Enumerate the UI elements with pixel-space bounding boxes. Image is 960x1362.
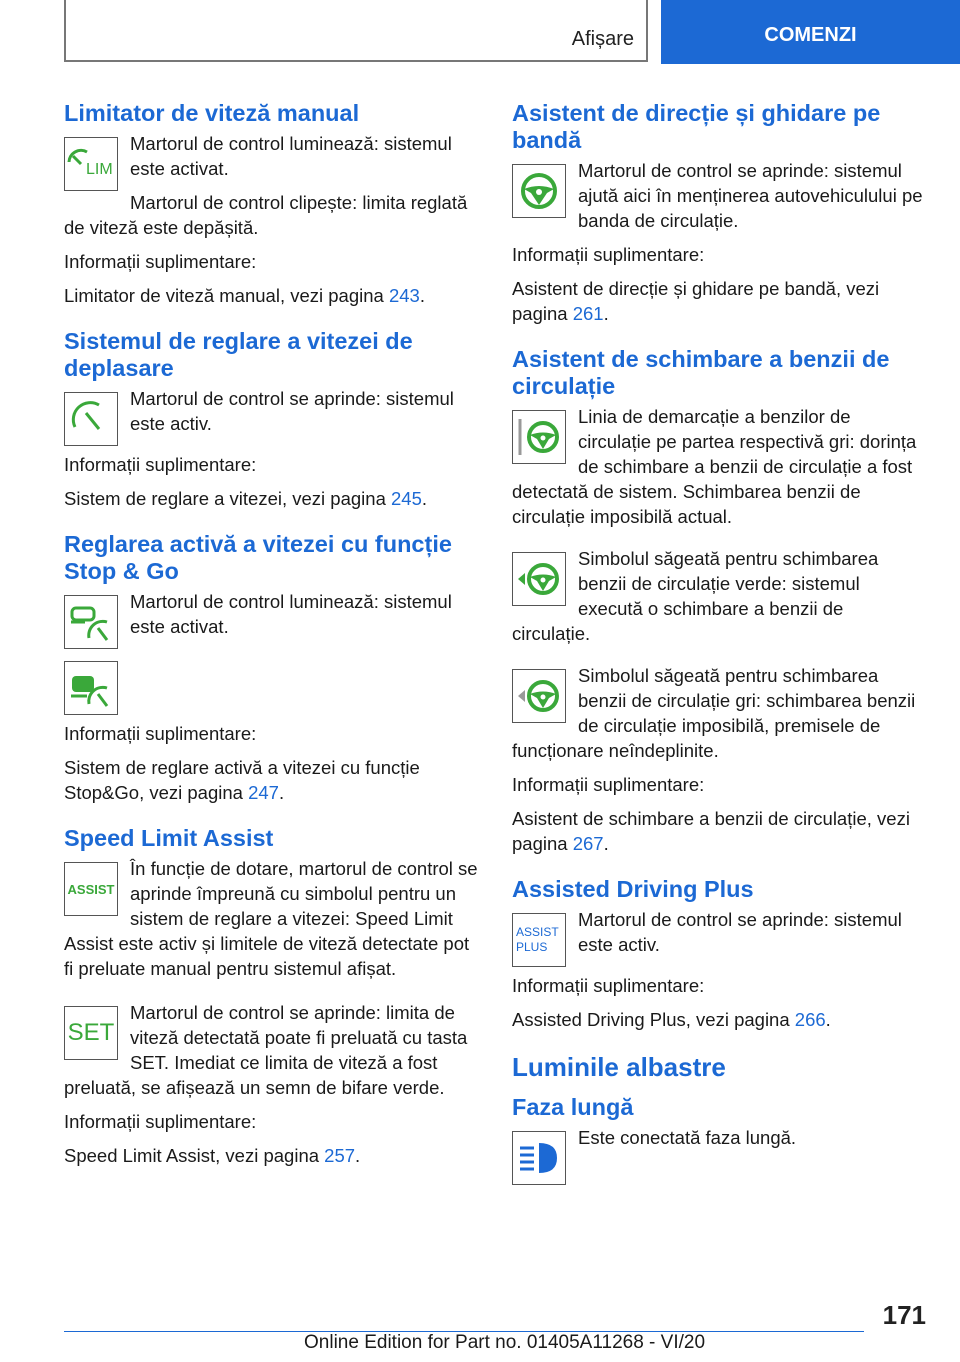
section-title: Asistent de schimbare a benzii de circulație xyxy=(512,346,890,399)
reference: Assisted Driving Plus, vezi pagina 266. xyxy=(512,1009,831,1030)
reference: Asistent de schimbare a benzii de circulație, vezi pagina 267. xyxy=(512,808,910,854)
info-label: Informații suplimentare: xyxy=(64,723,257,744)
speed-limiter-indicator-icon xyxy=(64,137,118,191)
acc-outline-indicator-icon xyxy=(64,595,118,649)
high-beam-indicator-icon xyxy=(512,1131,566,1185)
right-column xyxy=(512,100,926,1211)
page-link[interactable]: 266 xyxy=(794,1009,826,1030)
left-column xyxy=(64,100,478,1188)
assist-label: ASSIST xyxy=(67,881,115,897)
paragraph: Martorul de control luminează: sistemul este activat. xyxy=(130,591,452,637)
page-link[interactable]: 245 xyxy=(391,488,422,509)
section-acc-stop-go xyxy=(64,531,478,805)
paragraph: Martorul de control se aprinde: limita de viteză detectată poate fi preluată cu tasta SET. Imediat ce limita de viteză a fost preluată, se afișează un semn de bifare verde. xyxy=(64,1002,468,1098)
paragraph: Martorul de control se aprinde: sistemul este activ. xyxy=(130,388,454,434)
paragraph: Este conectată faza lungă. xyxy=(578,1127,797,1148)
page-number: 171 xyxy=(882,1300,926,1330)
header-chapter-tab: COMENZI xyxy=(661,0,960,64)
header-frame xyxy=(64,0,648,62)
section-title: Sistemul de reglare a vitezei de deplasare xyxy=(64,328,413,381)
page-link[interactable]: 247 xyxy=(248,782,279,803)
section-speed-limiter xyxy=(64,100,478,308)
section-title: Asistent de direcție și ghidare pe bandă xyxy=(512,100,881,153)
lane-change-green-arrow-icon xyxy=(512,552,566,606)
section-title: Reglarea activă a vitezei cu funcție Stop & Go xyxy=(64,531,452,584)
info-label: Informații suplimentare: xyxy=(64,251,257,272)
page-link[interactable]: 257 xyxy=(324,1145,356,1166)
section-assisted-driving-plus xyxy=(512,876,926,1032)
info-label: Informații suplimentare: xyxy=(64,454,257,475)
lane-change-grey-arrow-icon xyxy=(512,669,566,723)
page-link[interactable]: 243 xyxy=(388,285,420,306)
paragraph: Simbolul săgeată pentru schimbarea benzii de circulație verde: sistemul execută o schimbare a benzii de circulație. xyxy=(512,548,879,644)
reference: Sistem de reglare a vitezei, vezi pagina 245. xyxy=(64,488,428,509)
assist-plus-line2: PLUS xyxy=(516,940,548,954)
reference: Sistem de reglare activă a vitezei cu funcție Stop&Go, vezi pagina 247. xyxy=(64,757,420,803)
section-blue-lights xyxy=(512,1052,926,1191)
assist-indicator-icon xyxy=(64,862,118,916)
section-steering-assist xyxy=(512,100,926,326)
header-section-title: Afișare xyxy=(571,28,634,50)
acc-filled-indicator-icon xyxy=(64,661,118,715)
footer-edition: Online Edition for Part no. 01405A11268 - VI/20 xyxy=(304,1332,706,1353)
info-label: Informații suplimentare: xyxy=(512,975,705,996)
info-label: Informații suplimentare: xyxy=(512,774,705,795)
info-label: Informații suplimentare: xyxy=(64,1111,257,1132)
set-indicator-icon xyxy=(64,1006,118,1060)
subsection-title: Faza lungă xyxy=(512,1094,634,1120)
paragraph: Linia de demarcație a benzilor de circulație pe partea respectivă gri: dorința de schimbare a benzii de circulație a fost detectată de sistem. Schimbarea benzii de circulație imposibilă actual. xyxy=(512,406,917,527)
paragraph: Martorul de control se aprinde: sistemul ajută aici în menținerea autovehiculului pe banda de circulație. xyxy=(578,160,923,231)
paragraph: Martorul de control luminează: sistemul este activat. xyxy=(130,133,452,179)
section-lane-change-assist xyxy=(512,346,926,856)
paragraph: În funcție de dotare, martorul de control se aprinde împreună cu simbolul pentru un sistem de reglare a vitezei: Speed Limit Assist este activ și limitele de viteză detectate pot fi preluate manual pentru sistemul afișat. xyxy=(64,858,478,979)
cruise-control-indicator-icon xyxy=(64,392,118,446)
reference: Asistent de direcție și ghidare pe bandă, vezi pagina 261. xyxy=(512,278,880,324)
section-cruise-control xyxy=(64,328,478,511)
steering-wheel-green-icon xyxy=(512,164,566,218)
section-title: Limitator de viteză manual xyxy=(64,100,360,126)
info-label: Informații suplimentare: xyxy=(512,244,705,265)
lim-label: LIM xyxy=(86,161,113,178)
assist-plus-line1: ASSIST xyxy=(516,925,559,939)
section-title: Speed Limit Assist xyxy=(64,825,274,851)
page-link[interactable]: 261 xyxy=(572,303,604,324)
reference: Speed Limit Assist, vezi pagina 257. xyxy=(64,1145,361,1166)
paragraph: Martorul de control clipește: limita reglată de viteză este depășită. xyxy=(64,192,468,238)
assist-plus-indicator-icon xyxy=(512,913,566,967)
lane-change-grey-line-icon xyxy=(512,410,566,464)
paragraph: Martorul de control se aprinde: sistemul este activ. xyxy=(578,909,902,955)
page-link[interactable]: 267 xyxy=(572,833,604,854)
reference: Limitator de viteză manual, vezi pagina 243. xyxy=(64,285,425,306)
paragraph: Simbolul săgeată pentru schimbarea benzii de circulație gri: schimbarea benzii de circulație imposibilă, premisele de funcționare neîndeplinite. xyxy=(512,665,916,761)
set-label: SET xyxy=(67,1019,115,1046)
section-title: Assisted Driving Plus xyxy=(512,876,754,902)
chapter-title: Luminile albastre xyxy=(512,1052,726,1082)
section-speed-limit-assist xyxy=(64,825,478,1168)
